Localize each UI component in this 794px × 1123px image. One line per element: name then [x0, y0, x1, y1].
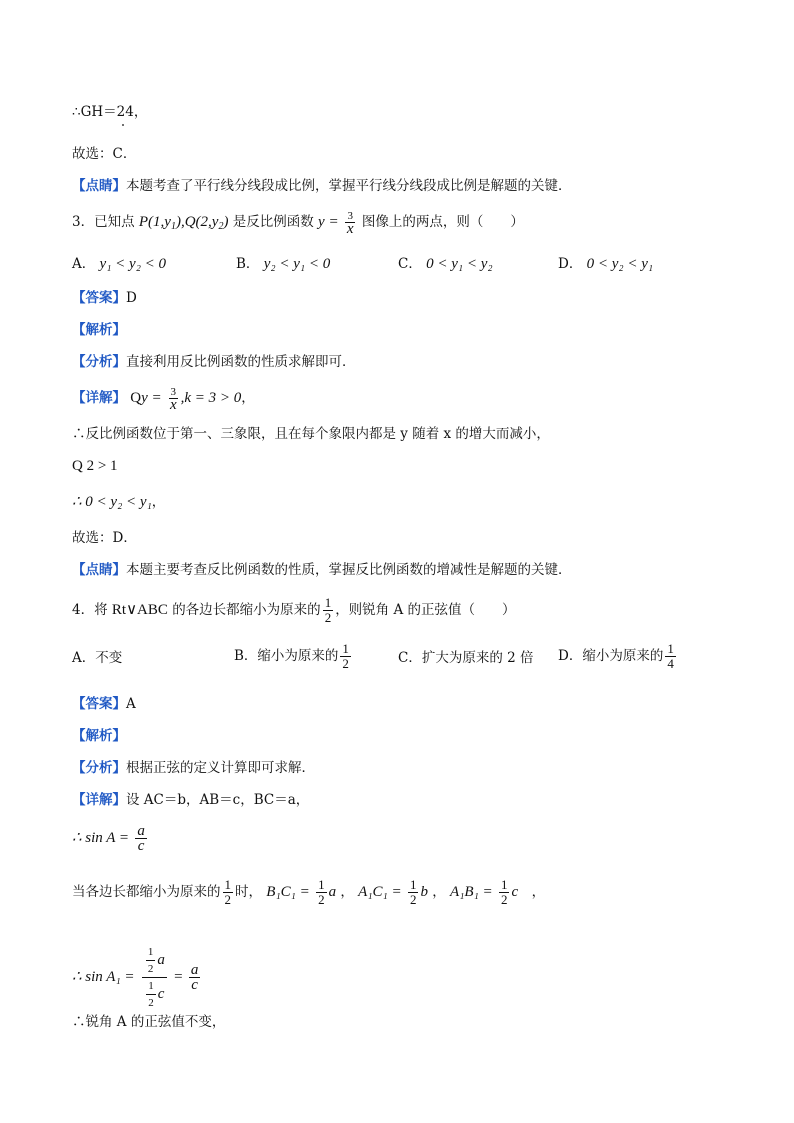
- detail-k: ,k = 3 > 0: [180, 390, 242, 406]
- fraction-num: 1: [318, 877, 325, 892]
- option-value: y₁ < y₂ < 0: [99, 256, 167, 272]
- option-4b-fraction: [340, 642, 351, 671]
- gh-text: ∴GH＝2: [72, 104, 126, 120]
- shrink-fraction: [223, 878, 234, 907]
- ineq-line: [72, 456, 118, 476]
- sin-a1-line: [72, 946, 202, 1009]
- dot-mark: [122, 124, 124, 126]
- shrink-end: ，: [531, 884, 546, 900]
- jiexi-3: [72, 320, 126, 340]
- sin-a-fraction: [135, 824, 147, 853]
- final-text: ∴锐角 A 的正弦值不变，: [72, 1014, 226, 1030]
- question-3-y: y =: [318, 214, 339, 230]
- shrink-prefix: 当各边长都缩小为原来的: [72, 884, 221, 900]
- question-4-mid: 的各边长都缩小为原来的: [172, 602, 321, 618]
- jiexi-4: [72, 726, 126, 746]
- equals-sign: =: [174, 969, 183, 985]
- answer-tag: 【答案】: [72, 290, 126, 306]
- question-4-suffix: ，则锐角 A 的正弦值（ ）: [335, 602, 516, 618]
- question-3-prefix: 3．已知点: [72, 214, 135, 230]
- option-3a: [72, 254, 166, 274]
- fraction-num: a: [190, 962, 199, 978]
- inner-fraction: [146, 946, 156, 975]
- point-close: ): [223, 214, 229, 230]
- option-label: A．: [72, 256, 96, 272]
- question-3-suffix: 图像上的两点，则（ ）: [361, 214, 524, 230]
- fraction-num: 1: [146, 980, 156, 995]
- fraction-num: 1: [146, 946, 156, 961]
- a1c1-label: A₁C₁ =: [358, 884, 402, 900]
- dianjing-tag: 【点睛】: [72, 178, 126, 194]
- dianjing-1: [72, 176, 572, 196]
- var-c: c: [157, 986, 165, 1002]
- final-line: [72, 1012, 225, 1032]
- option-label: B．: [236, 256, 260, 272]
- option-value: 0 < y₂ < y₁: [586, 256, 654, 272]
- a1c1-fraction: [408, 878, 419, 907]
- option-4c: [398, 648, 534, 668]
- fenxi-tag: 【分析】: [72, 354, 126, 370]
- choose-c-line: [72, 144, 136, 164]
- fraction-den: 2: [342, 656, 349, 671]
- compound-denominator: [142, 978, 166, 1009]
- dianjing-text: 本题考查了平行线分线段成比例，掌握平行线分线段成比例是解题的关键．: [126, 178, 572, 194]
- option-text: A．不变: [72, 650, 123, 666]
- fenxi-4: [72, 758, 315, 778]
- option-4d-fraction: [665, 642, 676, 671]
- detail-q: Q: [130, 390, 142, 406]
- fraction-num: 1: [324, 595, 332, 610]
- fraction-den: 2: [318, 892, 325, 907]
- conclusion-line: [72, 492, 165, 512]
- option-label: C．: [398, 256, 422, 272]
- fraction-den: 2: [148, 997, 154, 1009]
- choose-d-text: 故选：D．: [72, 530, 137, 546]
- b1c1-label: B₁C₁ =: [266, 884, 310, 900]
- question-4-prefix: 4．将: [72, 602, 108, 618]
- fenxi-text: 根据正弦的定义计算即可求解．: [126, 760, 315, 776]
- fraction-den: 2: [224, 892, 231, 907]
- jiexi-tag: 【解析】: [72, 322, 126, 338]
- choose-d-line: [72, 528, 137, 548]
- var-a: a: [328, 884, 337, 900]
- detail-fraction: [168, 386, 179, 411]
- shrink-line: 当各边长都缩小为原来的 $\frac{1}{2}$ 时， B₁C₁ = $\frac{1}{2}$ a ， A₁C₁ = $\frac{1}{2}$ b ， A₁B₁ = $\frac{1}{2}$ c ，: [72, 877, 546, 907]
- quadrant-line: [72, 424, 550, 444]
- answer-value: A: [126, 696, 136, 712]
- choose-c-text: 故选：C．: [72, 146, 137, 162]
- quadrant-text: ∴反比例函数位于第一、三象限，且在每个象限内都是 y 随着 x 的增大而减小，: [72, 426, 550, 442]
- option-value: y₂ < y₁ < 0: [263, 256, 331, 272]
- fraction-num: 3: [170, 386, 177, 398]
- var-c: c: [511, 884, 519, 900]
- fraction-den: x: [169, 397, 177, 413]
- xiangjie-4: [72, 790, 309, 810]
- ineq-text: Q 2 > 1: [72, 458, 118, 474]
- answer-3: [72, 288, 137, 308]
- sin-a-line: [72, 824, 149, 853]
- fenxi-text: 直接利用反比例函数的性质求解即可．: [126, 354, 356, 370]
- dianjing-text: 本题主要考查反比例函数的性质，掌握反比例函数的增减性是解题的关键．: [126, 562, 572, 578]
- a1b1-fraction: [499, 878, 510, 907]
- gh-end: ，: [133, 104, 148, 120]
- point-q: ),Q(2,y: [175, 214, 219, 230]
- fraction-num: 1: [500, 877, 508, 892]
- xiangjie-tag: 【详解】: [72, 792, 126, 808]
- fraction-den: c: [191, 977, 198, 993]
- option-3d: [558, 254, 653, 274]
- xiangjie-tag: 【详解】: [72, 390, 126, 406]
- fraction-den: 2: [147, 963, 154, 975]
- fraction-num: 3: [347, 210, 353, 222]
- detail-end: ，: [241, 390, 255, 406]
- question-4: [72, 596, 516, 625]
- sin-a-label: ∴ sin A =: [72, 830, 130, 846]
- b1c1-fraction: [316, 878, 327, 907]
- dianjing-2: [72, 560, 572, 580]
- var-b: b: [420, 884, 428, 900]
- fraction-num: 1: [667, 641, 674, 656]
- option-4b: [234, 642, 353, 671]
- option-value: 0 < y₁ < y₂: [426, 256, 493, 272]
- detail-y: y =: [141, 390, 162, 406]
- fraction-den: x: [346, 221, 354, 237]
- gh-value: 4: [125, 104, 134, 120]
- answer-value: D: [126, 290, 137, 306]
- xiangjie-3: [72, 386, 255, 411]
- conclusion-text: ∴ 0 < y₂ < y₁: [72, 494, 152, 510]
- sin-a1-label: ∴ sin A₁ =: [72, 969, 135, 985]
- fraction-num: 1: [342, 641, 349, 656]
- a1b1-label: A₁B₁ =: [450, 884, 493, 900]
- fenxi-tag: 【分析】: [72, 760, 126, 776]
- xiangjie-text: 设 AC＝b，AB＝c，BC＝a，: [126, 792, 310, 808]
- answer-tag: 【答案】: [72, 696, 126, 712]
- var-a: a: [157, 952, 165, 968]
- fraction-den: 2: [324, 610, 332, 625]
- dianjing-tag: 【点睛】: [72, 562, 126, 578]
- shrink-mid: 时，: [235, 884, 262, 900]
- fraction-den: c: [137, 838, 145, 854]
- option-text: B．缩小为原来的: [234, 648, 339, 664]
- option-text: C．扩大为原来的 2 倍: [398, 650, 534, 666]
- point-p: P(1,y: [138, 214, 171, 230]
- question-3-mid: 是反比例函数: [232, 214, 314, 230]
- jiexi-tag: 【解析】: [72, 728, 126, 744]
- option-4d: [558, 642, 678, 671]
- question-4-triangle: Rt∨ABC: [111, 602, 168, 618]
- answer-4: [72, 694, 136, 714]
- fraction-den: 4: [667, 656, 674, 671]
- inner-fraction: [146, 980, 156, 1009]
- option-3c: [398, 254, 493, 274]
- option-3b: [236, 254, 330, 274]
- question-3: [72, 210, 524, 237]
- fraction-den: 2: [409, 892, 417, 907]
- option-label: D．: [558, 256, 583, 272]
- sin-a1-result: [189, 963, 201, 992]
- gh-line: [72, 102, 147, 122]
- option-text: D．缩小为原来的: [558, 648, 664, 664]
- fraction-num: 1: [224, 877, 231, 892]
- question-3-points: $P(1,y_1),Q(2,y_2)$: [138, 214, 229, 232]
- fenxi-3: [72, 352, 356, 372]
- fraction-den: 2: [500, 892, 508, 907]
- option-4a: [72, 648, 122, 668]
- sin-a1-compound-fraction: [142, 946, 167, 1009]
- question-4-fraction: [323, 596, 334, 625]
- question-3-fraction: [345, 210, 356, 235]
- fraction-num: 1: [409, 877, 417, 892]
- compound-numerator: [142, 946, 167, 978]
- conclusion-end: ，: [151, 494, 166, 510]
- fraction-num: a: [137, 823, 145, 839]
